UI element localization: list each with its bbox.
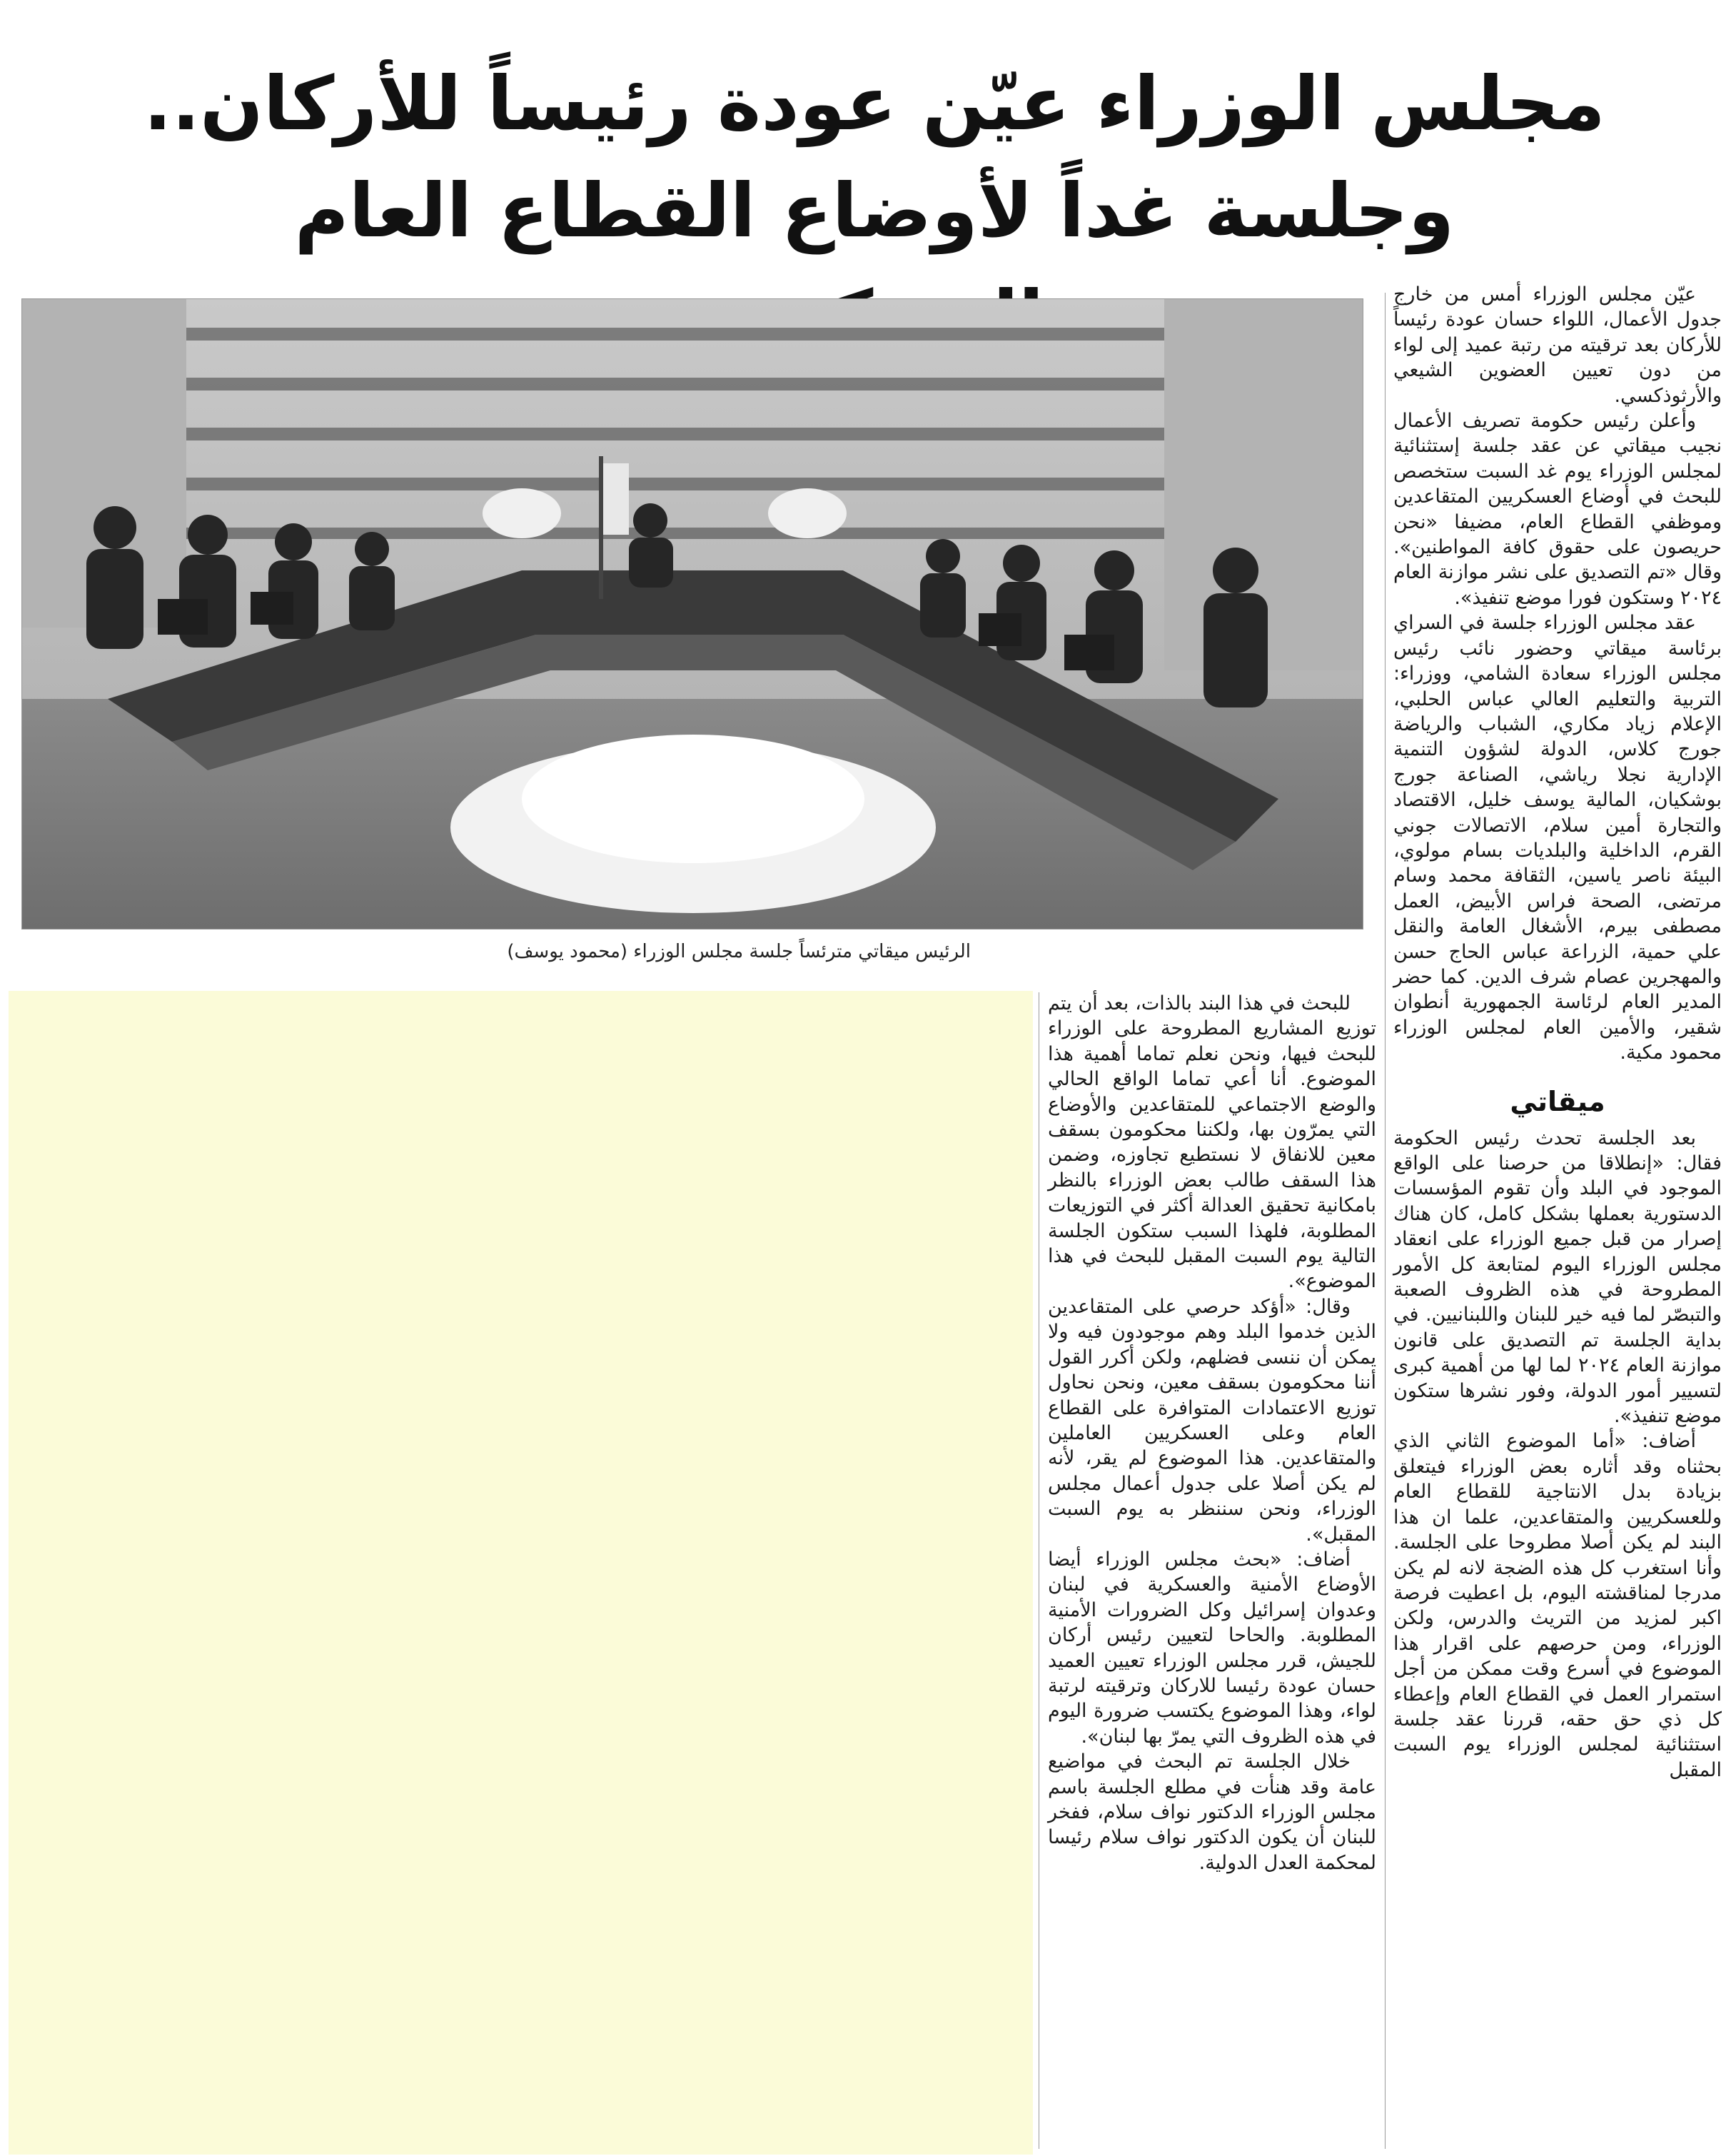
ad-placeholder-block — [9, 991, 1033, 2155]
headline-line-1: مجلس الوزراء عيّن عودة رئيساً للأركان.. — [143, 60, 1605, 147]
article-paragraph: عقد مجلس الوزراء جلسة في السراي برئاسة ميقاتي وحضور نائب رئيس مجلس الوزراء سعادة الشامي، ووزراء: التربية والتعليم العالي عباس الحلبي، الإعلام زياد مكاري، الشباب والرياضة جورج كلاس، الدولة لشؤون التنمية الإدارية نجلا رياشي، الصناعة جورج بوشكيان، المالية يوسف خليل، الاقتصاد والتجارة أمين سلام، الاتصالات جوني القرم، الداخلية والبلديات بسام مولوي، البيئة ناصر ياسين، الثقافة محمد وسام مرتضى، الصحة فراس الأبيض، العمل مصطفى بيرم، الأشغال العامة والنقل علي حمية، الزراعة عباس الحاج حسن والمهجرين عصام شرف الدين. كما حضر المدير العام لرئاسة الجمهورية أنطوان شقير، والأمين العام لمجلس الوزراء محمود مكية. — [1393, 612, 1722, 1064]
article-paragraph: عيّن مجلس الوزراء أمس من خارج جدول الأعمال، اللواء حسان عودة رئيساً للأركان بعد ترقيته من رتبة عميد إلى لواء من دون تعيين العضوين الشيعي والأرثوذكسي. — [1393, 283, 1722, 407]
article-paragraph: خلال الجلسة تم البحث في مواضيع عامة وقد هنأت في مطلع الجلسة باسم مجلس الوزراء الدكتور نواف سلام، ففخر للبنان أن يكون الدكتور نواف سلام رئيسا لمحكمة العدل الدولية. — [1048, 1751, 1376, 1874]
article-subhead: ميقاتي — [1510, 1085, 1605, 1117]
article-paragraph: بعد الجلسة تحدث رئيس الحكومة فقال: «إنطلاقا من حرصنا على الواقع الموجود في البلد وأن تقوم المؤسسات الدستورية بعملها بشكل كامل، كان هناك إصرار من قبل جميع الوزراء على انعقاد مجلس الوزراء اليوم لمتابعة كل الأمور المطروحة في هذه الظروف الصعبة والتبصّر لما فيه خير للبنان واللبنانيين. في بداية الجلسة تم التصديق على قانون موازنة العام ٢٠٢٤ لما لها من أهمية كبرى لتسيير أمور الدولة، وفور نشرها ستكون موضع تنفيذ». — [1393, 1127, 1722, 1428]
article-paragraph: أضاف: «أما الموضوع الثاني الذي بحثناه وقد أثاره بعض الوزراء فيتعلق بزيادة بدل الانتاجية للقطاع العام وللعسكريين والمتقاعدين، علما ان هذا البند لم يكن أصلا مطروحا على الجلسة. وأنا استغرب كل هذه الضجة لانه لم يكن مدرجا لمناقشته اليوم، بل اعطيت فرصة اكبر لمزيد من التريث والدرس، ولكن الوزراء، ومن حرصهم على اقرار هذا الموضوع في أسرع وقت ممكن من أجل استمرار العمل في القطاع العام وإعطاء كل ذي حق حقه، قررنا عقد جلسة استثنائية لمجلس الوزراء يوم السبت المقبل — [1393, 1430, 1722, 1781]
photo-illustration — [22, 299, 1363, 929]
column-divider — [1385, 293, 1386, 2149]
headline-line-2: وجلسة غداً لأوضاع القطاع العام — [294, 167, 1455, 254]
photo-caption: الرئيس ميقاتي مترئساً جلسة مجلس الوزراء (محمود يوسف) — [507, 941, 971, 962]
cabinet-meeting-photo — [21, 298, 1363, 930]
article-paragraph: وأعلن رئيس حكومة تصريف الأعمال نجيب ميقاتي عن عقد جلسة إستثنائية لمجلس الوزراء يوم غد السبت ستخصص للبحث في أوضاع العسكريين المتقاعدين وموظفي القطاع العام، مضيفا «نحن حريصون على حقوق كافة المواطنين». وقال «تم التصديق على نشر موازنة العام ٢٠٢٤ وستكون فورا موضع تنفيذ». — [1393, 410, 1722, 609]
article-paragraph: أضاف: «بحث مجلس الوزراء أيضا الأوضاع الأمنية والعسكرية في لبنان وعدوان إسرائيل وكل الضرورات الأمنية المطلوبة. والحاحا لتعيين رئيس أركان للجيش، قرر مجلس الوزراء تعيين العميد حسان عودة رئيسا للاركان وترقيته لرتبة لواء، وهذا الموضوع يكتسب ضرورة اليوم في هذه الظروف التي يمرّ بها لبنان». — [1048, 1548, 1376, 1748]
article-column-right — [1393, 282, 1722, 1783]
article-paragraph: وقال: «أؤكد حرصي على المتقاعدين الذين خدموا البلد وهم موجودون فيه ولا يمكن أن ننسى فضلهم، ولكن أكرر القول أننا محكومون بسقف معين، ونحن نحاول توزيع الاعتمادات المتوافرة على القطاع العام وعلى العسكريين العاملين والمتقاعدين. هذا الموضوع لم يقر، لأنه لم يكن أصلا على جدول أعمال مجلس الوزراء، ونحن سننظر به يوم السبت المقبل». — [1048, 1295, 1376, 1546]
article-paragraph: للبحث في هذا البند بالذات، بعد أن يتم توزيع المشاريع المطروحة على الوزراء للبحث فيها، ونحن نعلم تماما أهمية هذا الموضوع. أنا أعي تماما الواقع الحالي والوضع الاجتماعي للمتقاعدين والأوضاع التي يمرّون بها، ولكننا محكومون بسقف معين للانفاق لا نستطيع تجاوزه، وضمن هذا السقف طالب بعض الوزراء بالنظر بامكانية تحقيق العدالة أكثر في التوزيعات المطلوبة، فلهذا السبب ستكون الجلسة التالية يوم السبت المقبل للبحث في هذا الموضوع». — [1048, 992, 1376, 1293]
article-column-left — [1048, 991, 1376, 1875]
